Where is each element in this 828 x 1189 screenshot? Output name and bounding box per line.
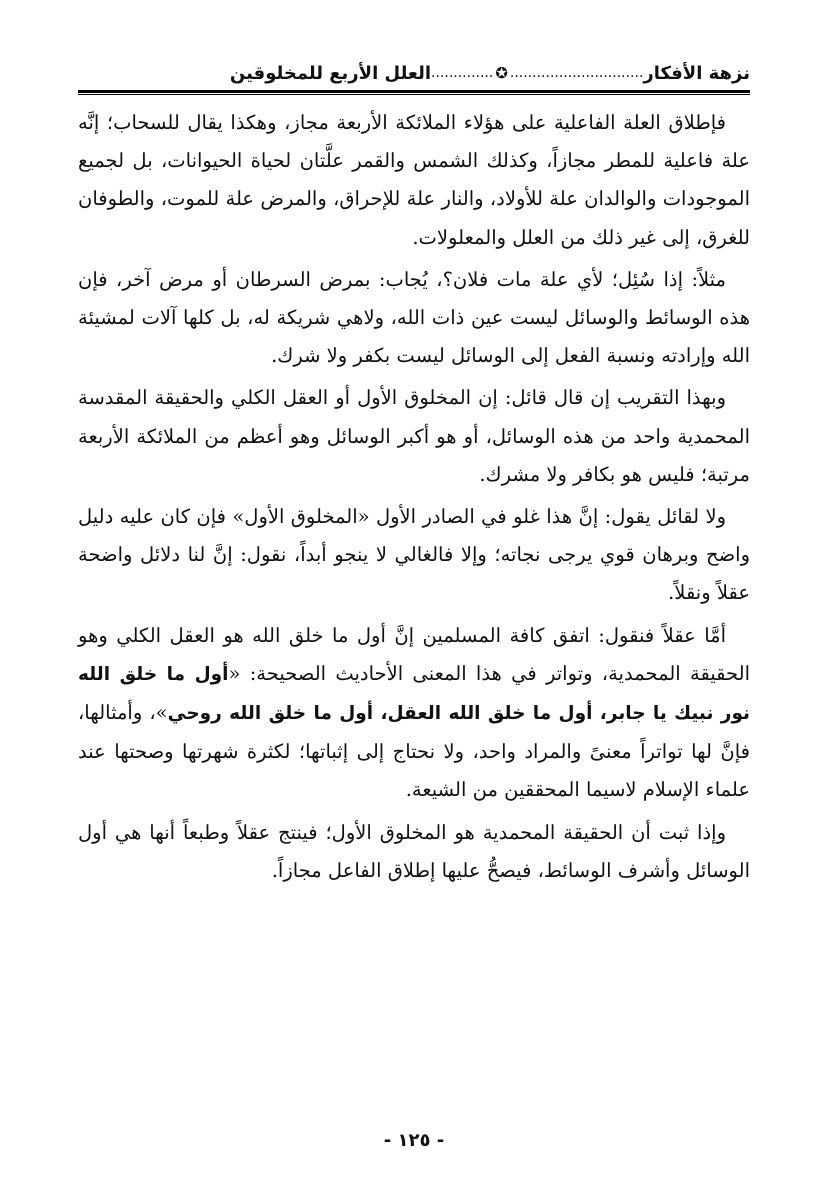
paragraph-1-text: فإطلاق العلة الفاعلية على هؤلاء الملائكة الأربعة مجاز، وهكذا يقال للسحاب؛ إنَّه علة فاعلية للمطر مجازاً، وكذلك الشمس والقمر علَّتان لحياة الحيوانات، بل لجميع الموجودات والوالدان علة للأولاد، والنار علة للإحراق، والمرض علة للموت، والطوفان للغرق، إلى غير ذلك من العلل والمعلولات. <box>78 111 750 249</box>
ornament-star-icon: ✪ <box>495 64 508 82</box>
header-rule <box>78 90 750 95</box>
paragraph-2-text: مثلاً: إذا سُئِل؛ لأي علة مات فلان؟، يُجاب: بمرض السرطان أو مرض آخر، فإن هذه الوسائط والوسائل ليست عين ذات الله، ولاهي شريكة له، بل كلها آلات لمشيئة الله وإرادته ونسبة الفعل إلى الوسائل ليست بكفر ولا شرك. <box>78 267 750 368</box>
paragraph-6-text: وإذا ثبت أن الحقيقة المحمدية هو المخلوق الأول؛ فينتج عقلاً وطبعاً أنها هي أول الوسائل وأشرف الوسائط، فيصحُّ عليها إطلاق الفاعل مجازاً. <box>78 820 750 882</box>
book-title: نزهة الأفكار <box>643 62 750 84</box>
page-body <box>78 104 750 894</box>
paragraph-6 <box>78 814 750 890</box>
hadith-quote: أول ما خلق الله نور نبيك يا جابر، أول ما خلق الله العقل، أول ما خلق الله روحي <box>78 663 750 725</box>
paragraph-5 <box>78 617 750 810</box>
paragraph-5-text-after: »، وأمثالها، فإنَّ لها تواتراً معنىً والمراد واحد، ولا نحتاج إلى إثباتها؛ لكثرة شهرتها وصحتها عند علماء الإسلام لاسيما المحققين من الشيعة. <box>78 701 750 802</box>
dotted-leader-right: .............................. <box>509 65 644 81</box>
paragraph-4 <box>78 498 750 613</box>
chapter-title: العلل الأربع للمخلوقين <box>229 62 432 84</box>
paragraph-1 <box>78 104 750 257</box>
paragraph-3 <box>78 379 750 494</box>
dotted-leader-left: .............. <box>431 65 494 81</box>
paragraph-4-text: ولا لقائل يقول: إنَّ هذا غلو في الصادر الأول «المخلوق الأول» فإن كان عليه دليل واضح وبرهان قوي يرجى نجاته؛ وإلا فالغالي لا ينجو أبداً، نقول: إنَّ لنا دلائل واضحة عقلاً ونقلاً. <box>78 505 750 605</box>
paragraph-3-text: وبهذا التقريب إن قال قائل: إن المخلوق الأول أو العقل الكلي والحقيقة المقدسة المحمدية واحد من هذه الوسائل، أو هو أكبر الوسائل وهو أعظم من الملائكة الأربعة مرتبة؛ فليس هو بكافر ولا مشرك. <box>78 386 750 486</box>
running-header <box>78 58 750 88</box>
paragraph-2 <box>78 261 750 376</box>
page-number: - ١٢٥ - <box>383 1130 445 1151</box>
paragraph-5-text-before: أمَّا عقلاً فنقول: اتفق كافة المسلمين إنَّ أول ما خلق الله هو العقل الكلي وهو الحقيقة المحمدية، وتواتر في هذا المعنى الأحاديث الصحيحة: « <box>78 623 750 685</box>
